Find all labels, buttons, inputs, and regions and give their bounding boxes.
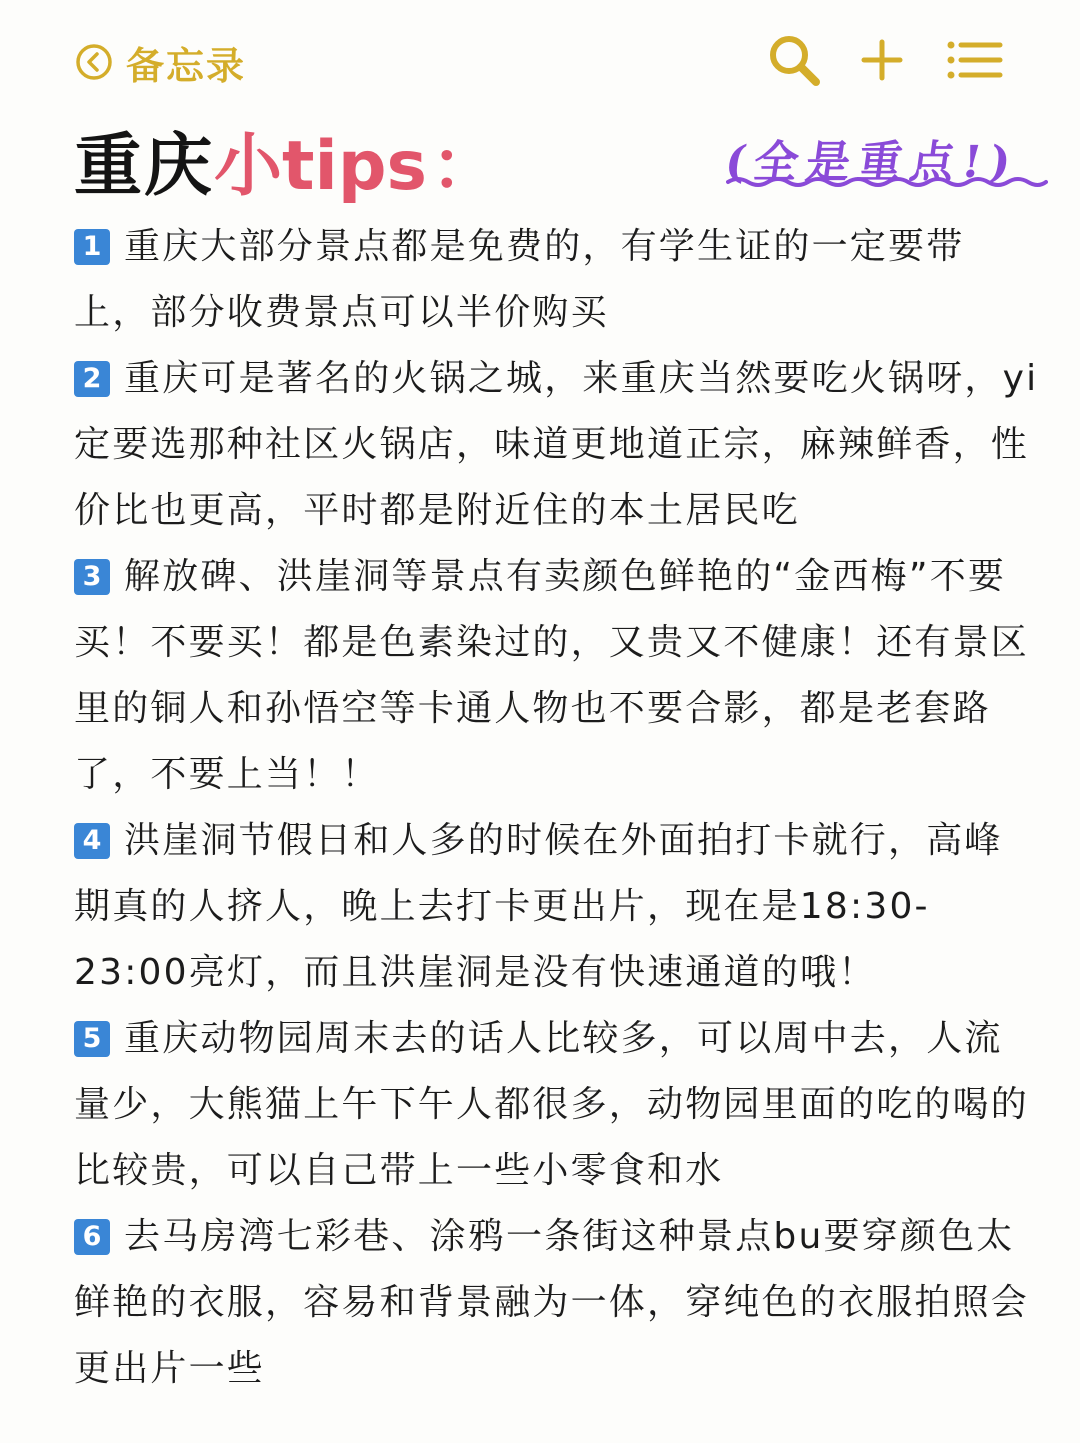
list-menu-button[interactable]	[944, 30, 1004, 90]
wavy-underline-icon	[726, 174, 1048, 190]
back-button[interactable]	[74, 38, 246, 86]
add-note-button[interactable]	[852, 30, 912, 90]
tip-text: 解放碑、洪崖洞等景点有卖颜色鲜艳的“金西梅”不要买！不要买！都是色素染过的，又贵又不健康！还有景区里的铜人和孙悟空等卡通人物也不要合影，都是老套路了，不要上当！！	[74, 556, 1030, 795]
title-accent: 小tips	[214, 127, 427, 206]
number-badge-2: 2	[74, 361, 110, 397]
page-title	[74, 112, 499, 206]
title-main: 重庆	[74, 127, 215, 206]
tips-list	[74, 214, 1040, 1402]
chevron-left-circle-icon	[74, 42, 114, 82]
list-item	[74, 346, 1040, 544]
list-item	[74, 1006, 1040, 1204]
title-colon: ：	[430, 127, 499, 206]
note-text: (全是重点!)	[721, 137, 1022, 188]
list-item	[74, 1204, 1040, 1402]
number-badge-1: 1	[74, 229, 110, 265]
search-icon	[764, 30, 824, 90]
list-item	[74, 544, 1040, 808]
number-badge-3: 3	[74, 559, 110, 595]
list-item	[74, 808, 1040, 1006]
top-toolbar	[0, 0, 1080, 110]
number-badge-5: 5	[74, 1021, 110, 1057]
back-label: 备忘录	[126, 43, 247, 88]
list-item	[74, 214, 1040, 346]
number-badge-6: 6	[74, 1219, 110, 1255]
tip-text: 重庆可是著名的火锅之城，来重庆当然要吃火锅呀，yi定要选那种社区火锅店，味道更地道正宗，麻辣鲜香，性价比也更高，平时都是附近住的本土居民吃	[74, 358, 1039, 531]
tip-text: 洪崖洞节假日和人多的时候在外面拍打卡就行，高峰期真的人挤人，晚上去打卡更出片，现在是18:30-23:00亮灯，而且洪崖洞是没有快速通道的哦！	[74, 820, 1003, 993]
search-button[interactable]	[764, 30, 824, 90]
handwritten-note	[721, 126, 1056, 192]
tip-text: 去马房湾七彩巷、涂鸦一条街这种景点bu要穿颜色太鲜艳的衣服，容易和背景融为一体，穿纯色的衣服拍照会更出片一些	[74, 1216, 1030, 1389]
list-icon	[944, 30, 1004, 90]
tip-text: 重庆大部分景点都是免费的，有学生证的一定要带上，部分收费景点可以半价购买	[74, 226, 965, 333]
number-badge-4: 4	[74, 823, 110, 859]
plus-icon	[852, 30, 912, 90]
tip-text: 重庆动物园周末去的话人比较多，可以周中去，人流量少，大熊猫上午下午人都很多，动物园里面的吃的喝的比较贵，可以自己带上一些小零食和水	[74, 1018, 1030, 1191]
